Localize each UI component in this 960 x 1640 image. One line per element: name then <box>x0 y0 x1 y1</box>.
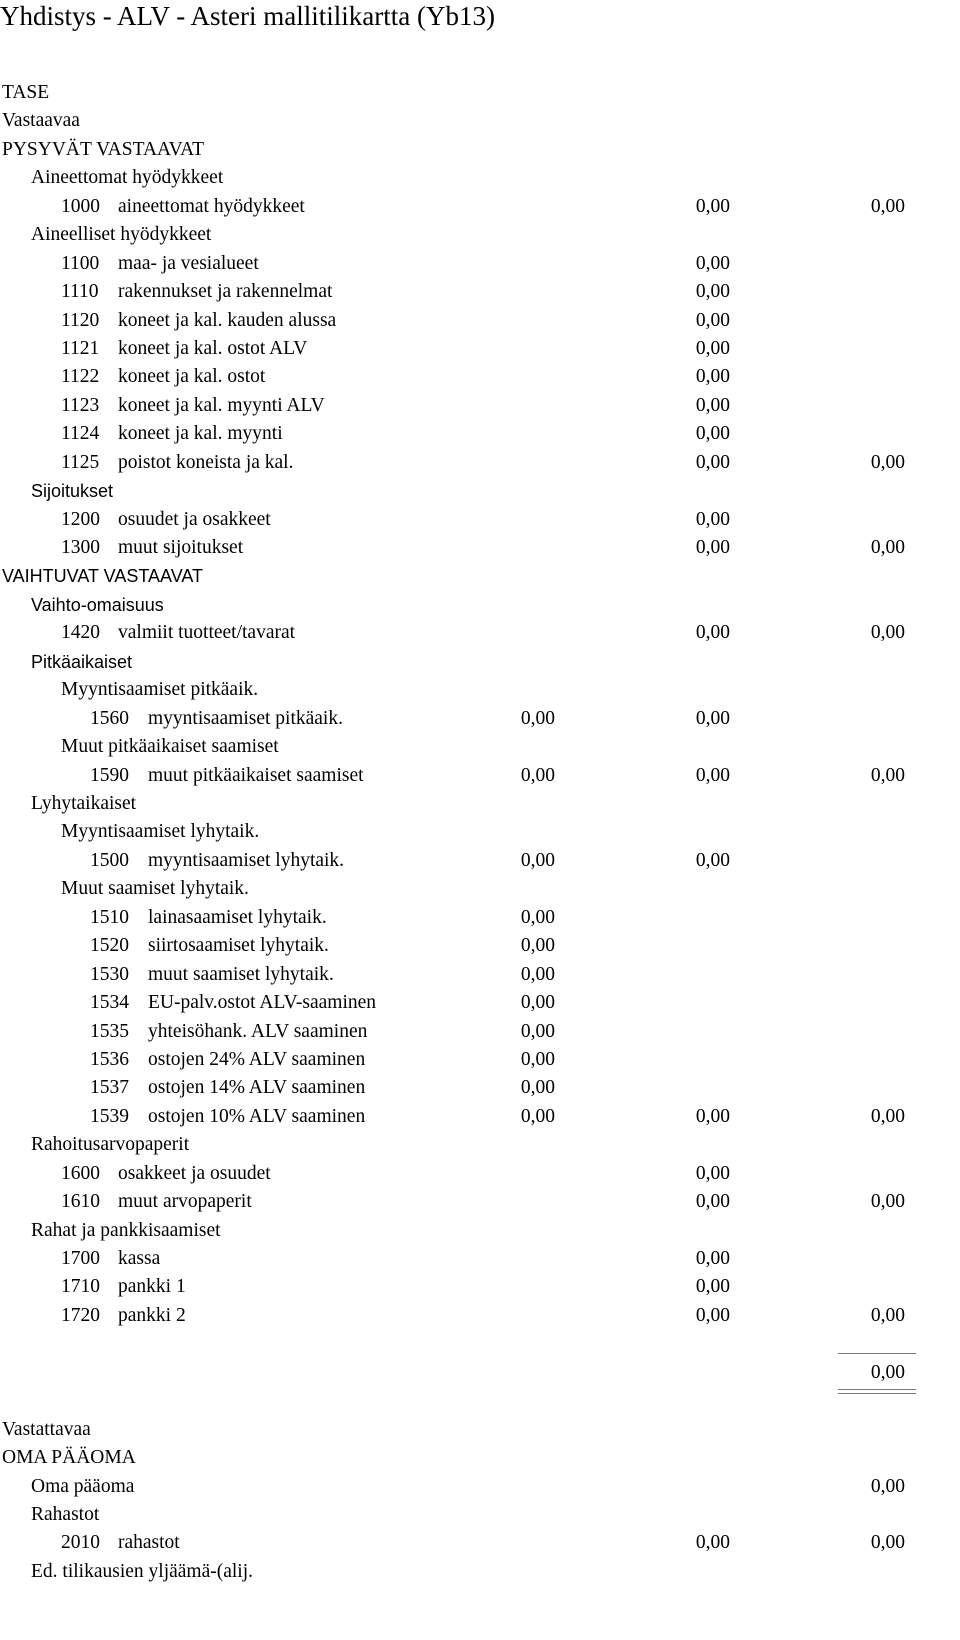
amount-c2: 0,00 <box>695 451 730 473</box>
heading-label: PYSYVÄT VASTAAVAT <box>2 138 204 160</box>
account-row <box>0 1301 960 1331</box>
account-code: 1123 <box>61 394 100 416</box>
account-row <box>0 505 960 535</box>
account-code: 1500 <box>90 849 129 871</box>
amount-c2: 0,00 <box>695 281 730 303</box>
account-code: 1560 <box>90 707 129 729</box>
account-name: koneet ja kal. kauden alussa <box>118 309 337 331</box>
account-name: EU-palv.ostot ALV-saaminen <box>148 992 377 1014</box>
account-row <box>0 533 960 563</box>
amount-c2: 0,00 <box>695 1304 730 1326</box>
account-code: 1110 <box>61 281 99 303</box>
account-name: pankki 2 <box>118 1304 186 1326</box>
heading-label: Sijoitukset <box>31 481 114 502</box>
amount-c2: 0,00 <box>695 337 730 359</box>
section-heading <box>0 1472 960 1502</box>
heading-label: Rahastot <box>31 1504 100 1525</box>
amount-c1: 0,00 <box>520 764 555 786</box>
account-code: 1300 <box>61 537 100 559</box>
amount-c3: 0,00 <box>870 622 905 644</box>
account-name: osuudet ja osakkeet <box>118 508 271 530</box>
amount-c2: 0,00 <box>695 423 730 445</box>
account-name: muut pitkäaikaiset saamiset <box>148 764 364 786</box>
account-code: 1120 <box>61 309 100 331</box>
amount-c3: 0,00 <box>870 1361 905 1383</box>
amount-c2: 0,00 <box>695 537 730 559</box>
account-code: 1530 <box>90 963 129 985</box>
section-heading <box>0 817 960 847</box>
section-heading <box>0 1358 960 1388</box>
amount-c1: 0,00 <box>520 963 555 985</box>
account-row <box>0 1244 960 1274</box>
section-heading <box>0 78 960 108</box>
account-row <box>0 306 960 336</box>
account-name: koneet ja kal. ostot ALV <box>118 337 308 359</box>
amount-c2: 0,00 <box>695 1105 730 1127</box>
account-row <box>0 1073 960 1103</box>
account-row <box>0 1187 960 1217</box>
amount-c2: 0,00 <box>695 1532 730 1554</box>
heading-label: TASE <box>2 82 50 103</box>
account-name: ostojen 10% ALV saaminen <box>148 1105 366 1127</box>
account-code: 1539 <box>90 1105 129 1127</box>
heading-label: Ed. tilikausien yljäämä-(alij. <box>31 1560 254 1582</box>
account-name: pankki 1 <box>118 1276 186 1298</box>
amount-c3: 0,00 <box>870 1532 905 1554</box>
account-code: 1590 <box>90 764 129 786</box>
heading-label: OMA PÄÄOMA <box>2 1447 136 1469</box>
account-row <box>0 903 960 933</box>
account-code: 1125 <box>61 451 100 473</box>
amount-c2: 0,00 <box>695 849 730 871</box>
heading-label: Myyntisaamiset pitkäaik. <box>61 679 259 701</box>
account-row <box>0 391 960 421</box>
account-row <box>0 419 960 449</box>
heading-label: Vaihto-omaisuus <box>31 594 164 615</box>
amount-c2: 0,00 <box>695 1162 730 1184</box>
account-code: 1200 <box>61 508 100 530</box>
account-row <box>0 192 960 222</box>
section-heading <box>0 1130 960 1160</box>
amount-c2: 0,00 <box>695 1248 730 1270</box>
account-code: 1536 <box>90 1048 129 1070</box>
amount-c1: 0,00 <box>520 935 555 957</box>
account-code: 1720 <box>61 1304 100 1326</box>
account-row <box>0 618 960 648</box>
heading-label: Myyntisaamiset lyhytaik. <box>61 821 260 843</box>
account-name: yhteisöhank. ALV saaminen <box>148 1020 368 1042</box>
section-heading <box>0 163 960 193</box>
account-row <box>0 362 960 392</box>
account-name: aineettomat hyödykkeet <box>118 195 305 217</box>
amount-c3: 0,00 <box>870 195 905 217</box>
account-code: 1124 <box>61 423 100 445</box>
amount-c2: 0,00 <box>695 707 730 729</box>
account-row <box>0 334 960 364</box>
account-code: 1000 <box>61 195 100 217</box>
account-code: 1535 <box>90 1020 129 1042</box>
account-name: myyntisaamiset lyhytaik. <box>148 849 345 871</box>
heading-label: Aineettomat hyödykkeet <box>31 167 224 189</box>
account-name: rakennukset ja rakennelmat <box>118 281 333 303</box>
account-name: koneet ja kal. ostot <box>118 366 266 388</box>
account-name: siirtosaamiset lyhytaik. <box>148 935 329 957</box>
amount-c2: 0,00 <box>695 1191 730 1213</box>
amount-c3: 0,00 <box>870 764 905 786</box>
account-row <box>0 960 960 990</box>
section-heading <box>0 1500 960 1530</box>
heading-label: Pitkäaikaiset <box>31 651 133 672</box>
section-heading <box>0 590 960 620</box>
section-heading <box>0 1415 960 1445</box>
heading-label: Vastattavaa <box>2 1418 91 1440</box>
account-code: 1121 <box>61 337 100 359</box>
heading-label: Oma pääoma <box>31 1475 135 1497</box>
account-code: 1122 <box>61 366 100 388</box>
account-row <box>0 1017 960 1047</box>
account-row <box>0 846 960 876</box>
account-name: valmiit tuotteet/tavarat <box>118 622 296 644</box>
account-row <box>0 761 960 791</box>
section-heading <box>0 675 960 705</box>
heading-label: VAIHTUVAT VASTAAVAT <box>2 566 204 587</box>
amount-c2: 0,00 <box>695 622 730 644</box>
section-heading <box>0 732 960 762</box>
section-heading <box>0 561 960 591</box>
account-row <box>0 704 960 734</box>
section-heading <box>0 789 960 819</box>
account-row <box>0 249 960 279</box>
amount-c3: 0,00 <box>870 1105 905 1127</box>
amount-c1: 0,00 <box>520 906 555 928</box>
heading-label: Aineelliset hyödykkeet <box>31 224 212 246</box>
amount-c3: 0,00 <box>870 1475 905 1497</box>
account-name: maa- ja vesialueet <box>118 252 259 274</box>
account-code: 1600 <box>61 1162 100 1184</box>
section-heading <box>0 1443 960 1473</box>
amount-c1: 0,00 <box>520 707 555 729</box>
section-heading <box>0 1557 960 1587</box>
account-name: kassa <box>118 1248 161 1270</box>
account-code: 1534 <box>90 992 129 1014</box>
amount-c3: 0,00 <box>870 1191 905 1213</box>
account-name: ostojen 14% ALV saaminen <box>148 1077 366 1099</box>
account-name: osakkeet ja osuudet <box>118 1162 271 1184</box>
account-row <box>0 1159 960 1189</box>
amount-c3: 0,00 <box>870 537 905 559</box>
account-code: 1610 <box>61 1191 100 1213</box>
account-code: 1700 <box>61 1248 100 1270</box>
account-row <box>0 1272 960 1302</box>
amount-c2: 0,00 <box>695 508 730 530</box>
account-row <box>0 1045 960 1075</box>
account-name: koneet ja kal. myynti ALV <box>118 394 325 416</box>
total-double-rule-top <box>838 1389 916 1390</box>
amount-c3: 0,00 <box>870 1304 905 1326</box>
section-heading <box>0 647 960 677</box>
section-heading <box>0 874 960 904</box>
amount-c2: 0,00 <box>695 252 730 274</box>
amount-c1: 0,00 <box>520 1048 555 1070</box>
account-row <box>0 1102 960 1132</box>
heading-label: Lyhytaikaiset <box>31 793 137 814</box>
account-row <box>0 1528 960 1558</box>
total-double-rule-bottom <box>838 1393 916 1394</box>
amount-c1: 0,00 <box>520 1077 555 1099</box>
section-heading <box>0 1216 960 1246</box>
subtotal-rule <box>838 1353 916 1354</box>
heading-label: Rahoitusarvopaperit <box>31 1134 190 1156</box>
account-name: ostojen 24% ALV saaminen <box>148 1048 366 1070</box>
amount-c1: 0,00 <box>520 1105 555 1127</box>
account-name: poistot koneista ja kal. <box>118 451 294 473</box>
account-name: rahastot <box>118 1532 180 1554</box>
account-code: 1510 <box>90 906 129 928</box>
account-name: koneet ja kal. myynti <box>118 423 283 445</box>
account-code: 1420 <box>61 622 100 644</box>
account-name: muut arvopaperit <box>118 1191 252 1213</box>
heading-label: Rahat ja pankkisaamiset <box>31 1219 221 1241</box>
amount-c2: 0,00 <box>695 394 730 416</box>
account-row <box>0 931 960 961</box>
account-name: lainasaamiset lyhytaik. <box>148 906 327 928</box>
amount-c3: 0,00 <box>870 451 905 473</box>
heading-label: Vastaavaa <box>2 110 80 132</box>
section-heading <box>0 106 960 136</box>
amount-c2: 0,00 <box>695 1276 730 1298</box>
account-code: 1100 <box>61 252 100 274</box>
account-name: muut saamiset lyhytaik. <box>148 963 334 985</box>
account-code: 1710 <box>61 1276 100 1298</box>
account-code: 2010 <box>61 1532 100 1554</box>
account-code: 1537 <box>90 1077 129 1099</box>
account-row <box>0 448 960 478</box>
account-name: muut sijoitukset <box>118 537 244 559</box>
amount-c2: 0,00 <box>695 195 730 217</box>
section-heading <box>0 135 960 165</box>
section-heading <box>0 476 960 506</box>
amount-c1: 0,00 <box>520 849 555 871</box>
heading-label: Muut pitkäaikaiset saamiset <box>61 736 279 758</box>
amount-c2: 0,00 <box>695 309 730 331</box>
account-code: 1520 <box>90 935 129 957</box>
account-row <box>0 988 960 1018</box>
amount-c1: 0,00 <box>520 992 555 1014</box>
section-heading <box>0 220 960 250</box>
amount-c2: 0,00 <box>695 366 730 388</box>
account-row <box>0 277 960 307</box>
report-title: Yhdistys - ALV - Asteri mallitilikartta (Yb13) <box>0 1 495 31</box>
amount-c2: 0,00 <box>695 764 730 786</box>
account-name: myyntisaamiset pitkäaik. <box>148 707 343 729</box>
heading-label: Muut saamiset lyhytaik. <box>61 878 249 900</box>
amount-c1: 0,00 <box>520 1020 555 1042</box>
